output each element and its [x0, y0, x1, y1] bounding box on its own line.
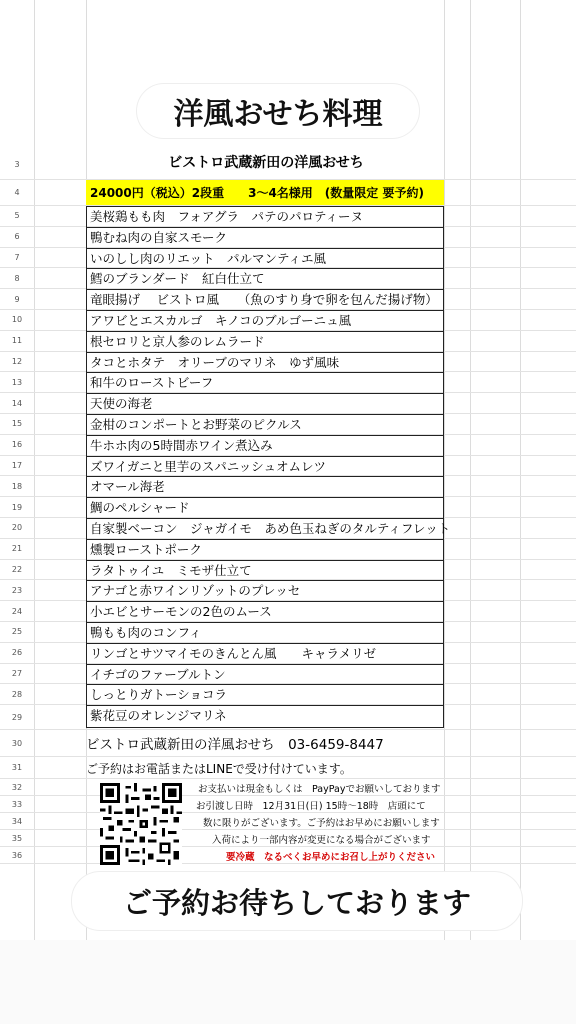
row-number[interactable]: 16 [11, 440, 23, 450]
row-number[interactable]: 34 [11, 816, 23, 826]
row-number[interactable]: 24 [11, 606, 23, 616]
menu-item: リンゴとサツマイモのきんとん風 キャラメリゼ [87, 644, 443, 665]
menu-item: 鴨もも肉のコンフィ [87, 623, 443, 644]
row-number[interactable]: 26 [11, 648, 23, 658]
menu-list [86, 206, 451, 728]
bottom-background [0, 940, 576, 1024]
footer-message: ご予約お待ちしております [72, 872, 522, 930]
row-gridline [0, 846, 576, 847]
menu-item: 根セロリと京人参のレムラード [87, 332, 443, 353]
menu-item: しっとりガトーショコラ [87, 685, 443, 706]
menu-item: 和牛のローストビーフ [87, 373, 443, 394]
row-number[interactable]: 31 [11, 763, 23, 772]
row-number[interactable]: 13 [11, 377, 23, 387]
row-number[interactable]: 35 [11, 833, 23, 843]
row-number[interactable]: 27 [11, 669, 23, 678]
row-number[interactable]: 7 [14, 253, 20, 262]
menu-item: ズワイガニと里芋のスパニッシュオムレツ [87, 457, 443, 478]
pickup-info: お引渡し日時 12月31日(日) 15時〜18時 店頭にて [196, 801, 426, 812]
row-number[interactable]: 30 [11, 738, 23, 748]
row-header-divider [34, 0, 35, 1024]
row-number[interactable]: 22 [11, 565, 23, 574]
row-gridline [0, 863, 576, 864]
menu-item: 燻製ローストポーク [87, 540, 443, 561]
menu-item: 金柑のコンポートとお野菜のピクルス [87, 415, 443, 436]
row-number[interactable]: 23 [11, 585, 23, 595]
row-number[interactable]: 9 [14, 294, 20, 304]
row-number[interactable]: 8 [14, 273, 20, 283]
row-gridline [0, 756, 576, 757]
row-number[interactable]: 29 [11, 712, 23, 722]
menu-item: タコとホタテ オリーブのマリネ ゆず風味 [87, 353, 443, 374]
row-number[interactable]: 11 [11, 336, 23, 346]
row-number[interactable]: 6 [14, 232, 20, 242]
contact-line: ビストロ武蔵新田の洋風おせち 03-6459-8447 [86, 737, 384, 753]
menu-item: オマール海老 [87, 477, 443, 498]
row-number[interactable]: 18 [11, 481, 23, 491]
payment-info: お支払いは現金もしくは PayPayでお願いしております [198, 784, 441, 795]
menu-item: 鱈のブランダード 紅白仕立て [87, 269, 443, 290]
row-number[interactable]: 3 [14, 160, 20, 169]
menu-item: イチゴのファーブルトン [87, 665, 443, 686]
menu-item: 小エビとサーモンの2色のムース [87, 602, 443, 623]
column-divider [520, 0, 521, 1024]
menu-item: いのしし肉のリエット パルマンティエ風 [87, 249, 443, 270]
row-number[interactable]: 4 [14, 188, 20, 197]
menu-item: 紫花豆のオレンジマリネ [90, 708, 227, 724]
storage-warning: 要冷蔵 なるべくお早めにお召し上がりください [226, 852, 436, 863]
menu-item: ラタトゥイユ ミモザ仕立て [87, 561, 443, 582]
row-number[interactable]: 12 [11, 357, 23, 366]
menu-item: 竜眼揚げ ビストロ風 （魚のすり身で卵を包んだ揚げ物） [87, 290, 443, 311]
row-gridline [0, 778, 576, 779]
row-number[interactable]: 20 [11, 523, 23, 533]
row-number[interactable]: 5 [14, 211, 20, 221]
row-number[interactable]: 17 [11, 461, 23, 470]
row-number[interactable]: 28 [11, 689, 23, 699]
stock-info: 入荷により一部内容が変更になる場合がございます [212, 835, 431, 846]
row-number[interactable]: 19 [11, 502, 23, 512]
row-number[interactable]: 32 [11, 782, 23, 792]
page-title: 洋風おせち料理 [137, 84, 419, 138]
row-number[interactable]: 21 [11, 544, 23, 554]
row-number[interactable]: 10 [11, 315, 23, 325]
row-gridline [0, 812, 576, 813]
column-divider [444, 0, 445, 1024]
menu-item: 天使の海老 [87, 394, 443, 415]
column-divider [470, 0, 471, 1024]
menu-item: 鴨むね肉の自家スモーク [87, 228, 443, 249]
row-gridline [0, 795, 576, 796]
reservation-note: ご予約はお電話またはLINEで受け付けています。 [86, 762, 352, 776]
menu-item: アワビとエスカルゴ キノコのブルゴーニュ風 [87, 311, 443, 332]
menu-item: 牛ホホ肉の5時間赤ワイン煮込み [87, 436, 443, 457]
row-number[interactable]: 25 [11, 627, 23, 637]
row-number[interactable]: 14 [11, 398, 23, 408]
menu-item: 鯛のペルシャード [87, 498, 443, 519]
menu-item: アナゴと赤ワインリゾットのプレッセ [87, 581, 443, 602]
price-line: 24000円（税込）2段重 3〜4名様用 (数量限定 要予約) [86, 180, 444, 205]
menu-item: 自家製ベーコン ジャガイモ あめ色玉ねぎのタルティフレット [87, 519, 443, 540]
menu-title: ビストロ武蔵新田の洋風おせち [168, 155, 364, 171]
row-number[interactable]: 15 [11, 419, 23, 429]
qr-code-icon[interactable] [99, 783, 183, 865]
menu-item: 美桜鶏もも肉 フォアグラ パテのパロティーヌ [87, 207, 443, 228]
row-gridline [0, 729, 576, 730]
row-number[interactable]: 36 [11, 850, 23, 860]
row-gridline [0, 829, 576, 830]
row-number[interactable]: 33 [11, 799, 23, 809]
limited-info: 数に限りがございます。ご予約はお早めにお願いします [203, 818, 440, 829]
